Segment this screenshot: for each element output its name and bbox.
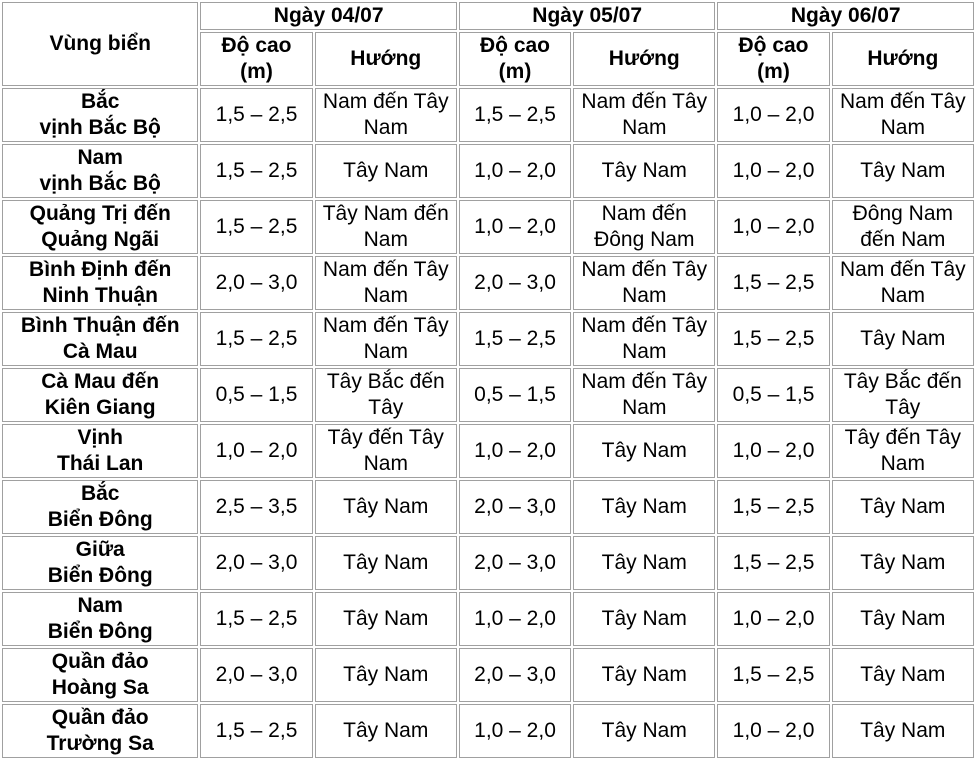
height-day-3-cell: 0,5 – 1,5 [717,368,829,422]
height-day-1-cell: 1,0 – 2,0 [200,424,312,478]
height-day-2-cell: 1,0 – 2,0 [459,200,571,254]
direction-day-1-cell: Tây Nam [315,592,457,646]
height-day-3-cell: 1,0 – 2,0 [717,88,829,142]
direction-day-1-cell: Tây đến Tây Nam [315,424,457,478]
direction-day-2-cell: Nam đến Tây Nam [573,88,715,142]
height-day-1-cell: 2,0 – 3,0 [200,536,312,590]
direction-day-3-cell: Tây Nam [832,312,974,366]
direction-day-3-cell: Tây Nam [832,704,974,758]
region-cell: Quảng Trị đến Quảng Ngãi [2,200,198,254]
direction-day-1-cell: Nam đến Tây Nam [315,312,457,366]
height-day-2-cell: 2,0 – 3,0 [459,536,571,590]
table-row [2,592,974,646]
direction-day-2-cell: Tây Nam [573,424,715,478]
direction-day-1-cell: Nam đến Tây Nam [315,88,457,142]
direction-day-3-cell: Tây Nam [832,144,974,198]
region-cell: Nam vịnh Bắc Bộ [2,144,198,198]
height-day-3-cell: 1,0 – 2,0 [717,424,829,478]
height-day-3-cell: 1,0 – 2,0 [717,200,829,254]
direction-day-2-cell: Nam đến Tây Nam [573,368,715,422]
direction-day-1-cell: Tây Nam đến Nam [315,200,457,254]
direction-day-2-cell: Tây Nam [573,536,715,590]
header-height-day-3: Độ cao (m) [717,32,829,86]
direction-day-1-cell: Tây Nam [315,648,457,702]
header-direction-day-3: Hướng [832,32,974,86]
direction-day-1-cell: Tây Bắc đến Tây [315,368,457,422]
header-day-1: Ngày 04/07 [200,2,457,30]
table-body [2,88,974,758]
region-cell: Cà Mau đến Kiên Giang [2,368,198,422]
header-direction-day-1: Hướng [315,32,457,86]
header-region: Vùng biển [2,2,198,86]
direction-day-3-cell: Tây Nam [832,648,974,702]
height-day-2-cell: 1,0 – 2,0 [459,424,571,478]
table-row [2,312,974,366]
header-row-days [2,2,974,30]
height-day-1-cell: 1,5 – 2,5 [200,704,312,758]
direction-day-3-cell: Nam đến Tây Nam [832,256,974,310]
region-cell: Vịnh Thái Lan [2,424,198,478]
height-day-3-cell: 1,5 – 2,5 [717,480,829,534]
height-day-3-cell: 1,5 – 2,5 [717,536,829,590]
height-day-2-cell: 2,0 – 3,0 [459,648,571,702]
height-day-1-cell: 1,5 – 2,5 [200,144,312,198]
table-row [2,88,974,142]
direction-day-2-cell: Tây Nam [573,144,715,198]
height-day-2-cell: 1,0 – 2,0 [459,144,571,198]
direction-day-2-cell: Nam đến Tây Nam [573,312,715,366]
height-day-1-cell: 1,5 – 2,5 [200,88,312,142]
height-day-2-cell: 2,0 – 3,0 [459,480,571,534]
direction-day-3-cell: Tây Nam [832,536,974,590]
direction-day-3-cell: Tây Nam [832,480,974,534]
region-cell: Giữa Biển Đông [2,536,198,590]
table-row [2,144,974,198]
table-row [2,536,974,590]
height-day-2-cell: 1,5 – 2,5 [459,88,571,142]
height-day-3-cell: 1,0 – 2,0 [717,144,829,198]
region-cell: Quần đảo Trường Sa [2,704,198,758]
region-cell: Quần đảo Hoàng Sa [2,648,198,702]
table-row [2,704,974,758]
table-row [2,256,974,310]
region-cell: Nam Biển Đông [2,592,198,646]
table-row [2,424,974,478]
header-day-2: Ngày 05/07 [459,2,716,30]
height-day-2-cell: 0,5 – 1,5 [459,368,571,422]
region-cell: Bình Định đến Ninh Thuận [2,256,198,310]
table-row [2,368,974,422]
height-day-3-cell: 1,0 – 2,0 [717,592,829,646]
table-row [2,200,974,254]
height-day-1-cell: 2,5 – 3,5 [200,480,312,534]
height-day-3-cell: 1,0 – 2,0 [717,704,829,758]
direction-day-1-cell: Tây Nam [315,536,457,590]
height-day-2-cell: 1,0 – 2,0 [459,592,571,646]
table-row [2,648,974,702]
height-day-3-cell: 1,5 – 2,5 [717,312,829,366]
height-day-1-cell: 1,5 – 2,5 [200,312,312,366]
direction-day-3-cell: Đông Nam đến Nam [832,200,974,254]
direction-day-2-cell: Tây Nam [573,704,715,758]
direction-day-1-cell: Tây Nam [315,704,457,758]
height-day-3-cell: 1,5 – 2,5 [717,648,829,702]
direction-day-1-cell: Tây Nam [315,144,457,198]
height-day-1-cell: 1,5 – 2,5 [200,592,312,646]
region-cell: Bắc Biển Đông [2,480,198,534]
height-day-2-cell: 1,0 – 2,0 [459,704,571,758]
direction-day-3-cell: Tây Bắc đến Tây [832,368,974,422]
table-row [2,480,974,534]
direction-day-1-cell: Tây Nam [315,480,457,534]
direction-day-2-cell: Nam đến Đông Nam [573,200,715,254]
direction-day-2-cell: Nam đến Tây Nam [573,256,715,310]
height-day-1-cell: 0,5 – 1,5 [200,368,312,422]
height-day-2-cell: 1,5 – 2,5 [459,312,571,366]
region-cell: Bắc vịnh Bắc Bộ [2,88,198,142]
header-direction-day-2: Hướng [573,32,715,86]
header-day-3: Ngày 06/07 [717,2,974,30]
direction-day-1-cell: Nam đến Tây Nam [315,256,457,310]
header-height-day-2: Độ cao (m) [459,32,571,86]
direction-day-2-cell: Tây Nam [573,480,715,534]
height-day-1-cell: 2,0 – 3,0 [200,648,312,702]
height-day-2-cell: 2,0 – 3,0 [459,256,571,310]
direction-day-2-cell: Tây Nam [573,592,715,646]
direction-day-2-cell: Tây Nam [573,648,715,702]
region-cell: Bình Thuận đến Cà Mau [2,312,198,366]
height-day-1-cell: 1,5 – 2,5 [200,200,312,254]
direction-day-3-cell: Tây Nam [832,592,974,646]
header-height-day-1: Độ cao (m) [200,32,312,86]
direction-day-3-cell: Tây đến Tây Nam [832,424,974,478]
height-day-3-cell: 1,5 – 2,5 [717,256,829,310]
height-day-1-cell: 2,0 – 3,0 [200,256,312,310]
direction-day-3-cell: Nam đến Tây Nam [832,88,974,142]
